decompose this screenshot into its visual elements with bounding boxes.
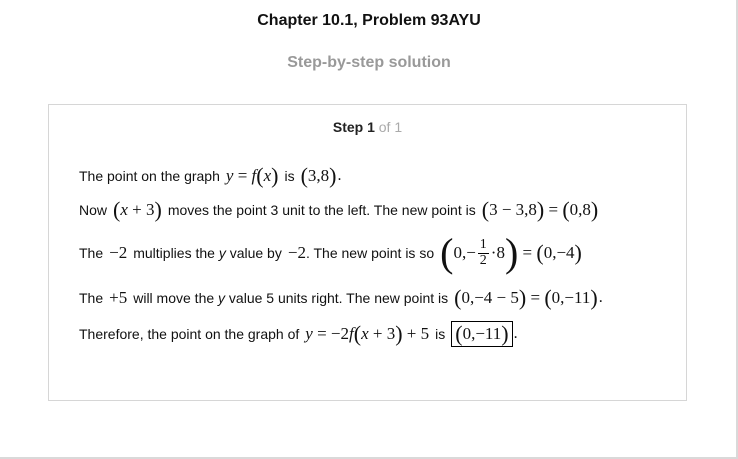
line-1-text-b: is [284, 168, 295, 184]
solution-card [48, 104, 687, 401]
step-total: of 1 [378, 119, 403, 135]
solution-subtitle: Step-by-step solution [287, 54, 451, 71]
final-answer-box: ( 0,−11 ) [451, 321, 512, 347]
solution-line-2 [79, 199, 604, 221]
new-point-0-minus-11: ( 0,−4 − 5 ) = ( 0,−11 ) [454, 285, 598, 310]
line-4-text-b: will move the [133, 290, 215, 306]
line-4-y-var: y [218, 290, 226, 306]
expression-x-plus-3: ( x + 3 ) [113, 197, 162, 222]
factor-minus-2: −2 [109, 243, 128, 262]
line-3-y-var: y [218, 245, 226, 261]
line-5-text-a: Therefore, the point on the graph of [79, 326, 300, 342]
transformed-function: y = −2 f ( x + 3 ) + 5 [305, 321, 430, 346]
factor-minus-2-b: −2 [287, 243, 306, 262]
solution-line-3 [79, 230, 588, 275]
line-4-text-c: value 5 units right. The new point is [228, 290, 449, 306]
line-3-text-a: The [79, 245, 104, 261]
line-5-text-b: is [435, 326, 446, 342]
line-4-text-a: The [79, 290, 104, 306]
new-point-0-minus-4: ( 0,− $\frac{1}{2}$ ·8 ) = ( 0,−4 ) [440, 230, 582, 275]
step-indicator [49, 119, 686, 135]
step-label: Step 1 [332, 119, 375, 135]
chapter-problem-title: Chapter 10.1, Problem 93AYU [257, 12, 481, 29]
line-1-text-a: The point on the graph [79, 168, 220, 184]
line-3-text-b: multiplies the [133, 245, 215, 261]
shift-plus-5: +5 [109, 288, 128, 307]
point-3-8: ( 3,8 ) [300, 163, 337, 188]
new-point-0-8: ( 3 − 3,8 ) = ( 0,8 ) [481, 197, 599, 222]
line-3-text-d: . The new point is so [305, 245, 435, 261]
equation-y-equals-f-x: y = f ( x ) [225, 163, 279, 188]
line-3-text-c: value by [229, 245, 282, 261]
line-2-text-a: Now [79, 202, 108, 218]
line-2-text-b: moves the point 3 unit to the left. The new point is [167, 202, 476, 218]
solution-line-4: The +5 will move the y value 5 units right. The new point is ( 0,−4 − 5 ) = ( 0,−11 ) . [79, 285, 603, 310]
solution-line-5: Therefore, the point on the graph of y = −2 f ( x + 3 ) + 5 is ( 0,−11 ) . [79, 321, 518, 346]
solution-line-1: The point on the graph y = f ( x ) is ( 3,8 ) . [79, 163, 342, 188]
